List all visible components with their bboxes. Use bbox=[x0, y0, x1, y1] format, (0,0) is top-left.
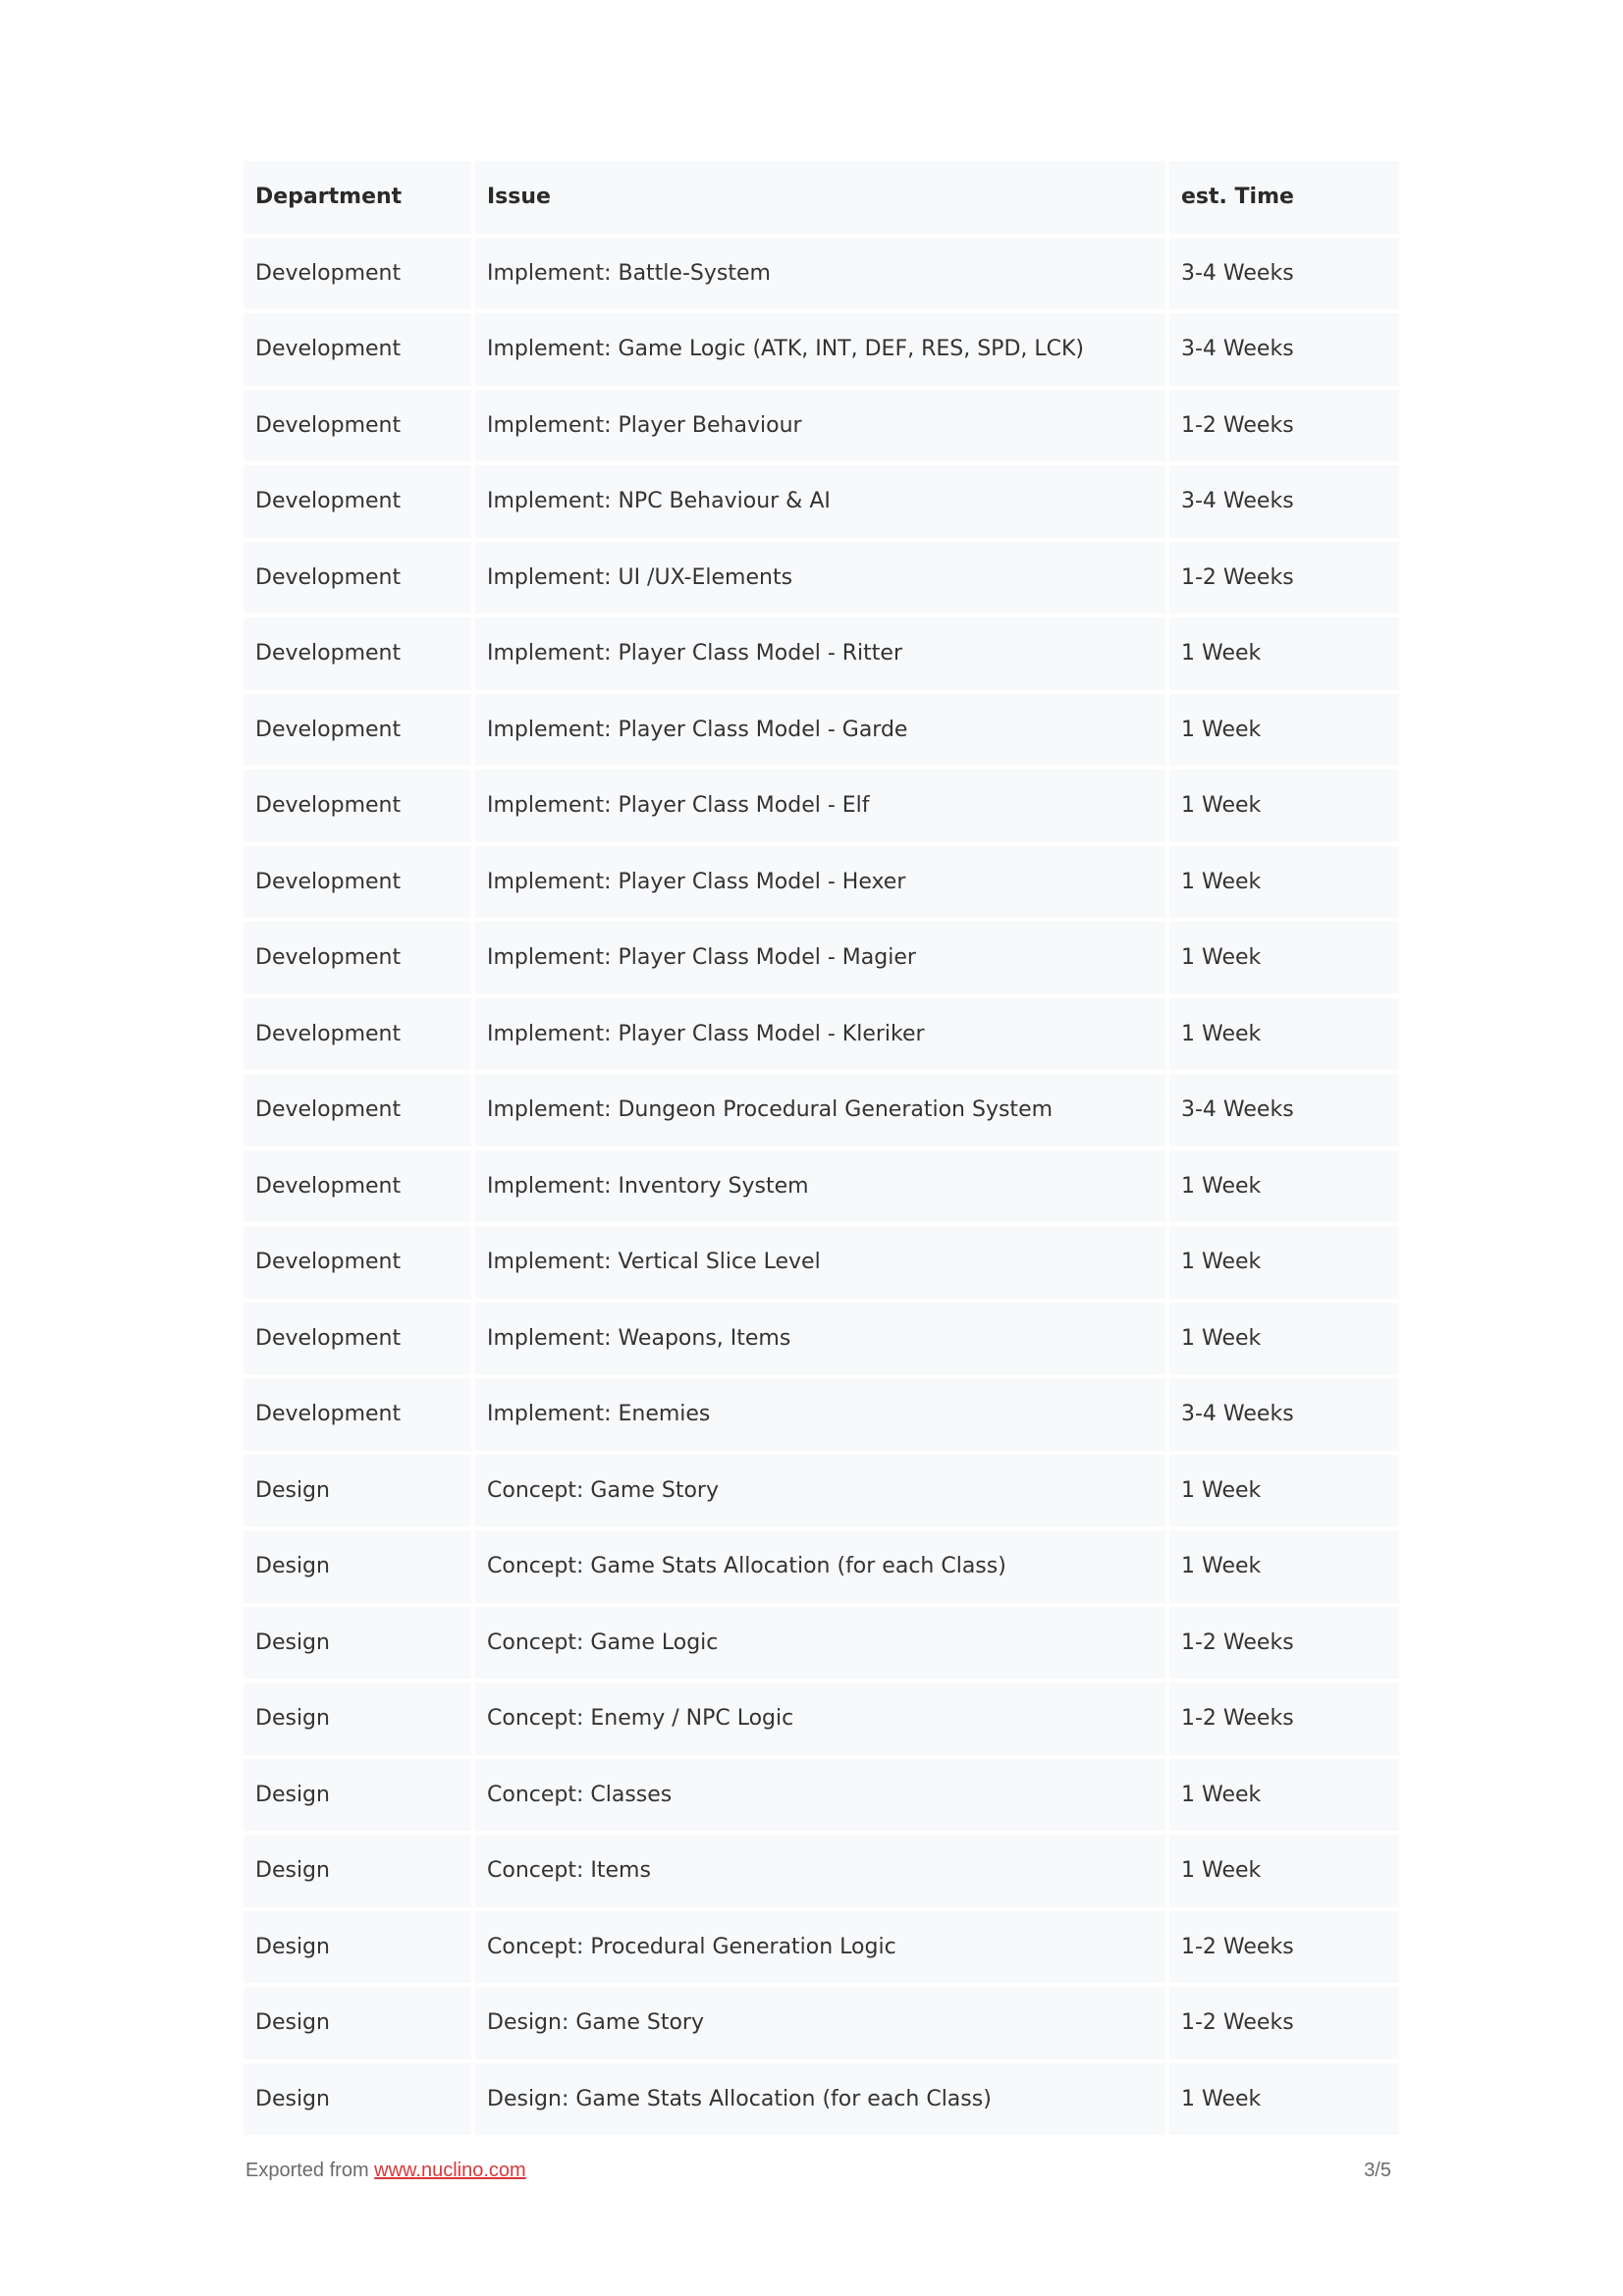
cell-department: Development bbox=[243, 465, 471, 538]
cell-issue: Implement: Player Class Model - Elf bbox=[475, 770, 1165, 842]
cell-est-time: 3-4 Weeks bbox=[1169, 465, 1399, 538]
page-number: 3/5 bbox=[1364, 2160, 1391, 2181]
cell-issue: Concept: Items bbox=[475, 1835, 1165, 1907]
cell-issue: Implement: Player Class Model - Ritter bbox=[475, 617, 1165, 690]
cell-est-time: 1 Week bbox=[1169, 1455, 1399, 1527]
cell-est-time: 1 Week bbox=[1169, 1835, 1399, 1907]
table-row bbox=[243, 238, 1399, 310]
cell-department: Development bbox=[243, 998, 471, 1071]
cell-issue: Implement: Dungeon Procedural Generation System bbox=[475, 1074, 1165, 1147]
cell-department: Development bbox=[243, 313, 471, 386]
table-header-row bbox=[243, 161, 1399, 234]
cell-department: Design bbox=[243, 1759, 471, 1832]
nuclino-link[interactable]: www.nuclino.com bbox=[374, 2160, 526, 2181]
table-row bbox=[243, 1150, 1399, 1223]
table-row bbox=[243, 1759, 1399, 1832]
cell-est-time: 1 Week bbox=[1169, 1530, 1399, 1603]
cell-est-time: 1 Week bbox=[1169, 922, 1399, 994]
table-row bbox=[243, 694, 1399, 767]
cell-issue: Implement: Vertical Slice Level bbox=[475, 1226, 1165, 1299]
header-department: Department bbox=[243, 161, 471, 234]
table-row bbox=[243, 542, 1399, 614]
cell-department: Development bbox=[243, 1378, 471, 1451]
cell-department: Development bbox=[243, 390, 471, 462]
table-row bbox=[243, 1607, 1399, 1680]
cell-issue: Implement: Player Class Model - Magier bbox=[475, 922, 1165, 994]
cell-est-time: 1 Week bbox=[1169, 2063, 1399, 2136]
cell-issue: Concept: Game Logic bbox=[475, 1607, 1165, 1680]
header-est-time: est. Time bbox=[1169, 161, 1399, 234]
cell-issue: Concept: Game Stats Allocation (for each Class) bbox=[475, 1530, 1165, 1603]
cell-department: Design bbox=[243, 1607, 471, 1680]
cell-department: Design bbox=[243, 1911, 471, 1984]
cell-department: Development bbox=[243, 1074, 471, 1147]
cell-department: Design bbox=[243, 1987, 471, 2059]
cell-est-time: 1-2 Weeks bbox=[1169, 542, 1399, 614]
table-row bbox=[243, 1455, 1399, 1527]
cell-department: Development bbox=[243, 694, 471, 767]
table-row bbox=[243, 1682, 1399, 1755]
cell-issue: Implement: Inventory System bbox=[475, 1150, 1165, 1223]
header-issue: Issue bbox=[475, 161, 1165, 234]
cell-department: Design bbox=[243, 1682, 471, 1755]
table-row bbox=[243, 465, 1399, 538]
cell-est-time: 1 Week bbox=[1169, 998, 1399, 1071]
cell-est-time: 1-2 Weeks bbox=[1169, 390, 1399, 462]
cell-est-time: 3-4 Weeks bbox=[1169, 238, 1399, 310]
table-row bbox=[243, 2063, 1399, 2136]
cell-est-time: 1 Week bbox=[1169, 846, 1399, 919]
table-row bbox=[243, 998, 1399, 1071]
table-row bbox=[243, 1987, 1399, 2059]
cell-department: Development bbox=[243, 1150, 471, 1223]
cell-issue: Concept: Game Story bbox=[475, 1455, 1165, 1527]
cell-est-time: 3-4 Weeks bbox=[1169, 1378, 1399, 1451]
cell-issue: Implement: NPC Behaviour & AI bbox=[475, 465, 1165, 538]
cell-est-time: 1-2 Weeks bbox=[1169, 1987, 1399, 2059]
cell-issue: Design: Game Stats Allocation (for each Class) bbox=[475, 2063, 1165, 2136]
cell-est-time: 1 Week bbox=[1169, 1226, 1399, 1299]
cell-issue: Concept: Procedural Generation Logic bbox=[475, 1911, 1165, 1984]
cell-issue: Design: Game Story bbox=[475, 1987, 1165, 2059]
table-row bbox=[243, 313, 1399, 386]
cell-department: Design bbox=[243, 2063, 471, 2136]
cell-department: Development bbox=[243, 1303, 471, 1375]
cell-issue: Implement: Player Class Model - Garde bbox=[475, 694, 1165, 767]
cell-department: Design bbox=[243, 1455, 471, 1527]
export-note bbox=[245, 2160, 526, 2182]
cell-est-time: 1-2 Weeks bbox=[1169, 1607, 1399, 1680]
cell-issue: Implement: Enemies bbox=[475, 1378, 1165, 1451]
cell-department: Development bbox=[243, 1226, 471, 1299]
export-label: Exported from bbox=[245, 2160, 375, 2181]
cell-est-time: 3-4 Weeks bbox=[1169, 1074, 1399, 1147]
cell-department: Development bbox=[243, 238, 471, 310]
table-body bbox=[243, 238, 1399, 2136]
cell-est-time: 1 Week bbox=[1169, 1150, 1399, 1223]
cell-est-time: 1-2 Weeks bbox=[1169, 1911, 1399, 1984]
table-row bbox=[243, 390, 1399, 462]
table-row bbox=[243, 617, 1399, 690]
cell-est-time: 1-2 Weeks bbox=[1169, 1682, 1399, 1755]
table-row bbox=[243, 1911, 1399, 1984]
table-row bbox=[243, 1530, 1399, 1603]
cell-issue: Implement: Battle-System bbox=[475, 238, 1165, 310]
table-row bbox=[243, 1835, 1399, 1907]
cell-department: Development bbox=[243, 617, 471, 690]
cell-est-time: 1 Week bbox=[1169, 1303, 1399, 1375]
cell-issue: Concept: Classes bbox=[475, 1759, 1165, 1832]
cell-department: Development bbox=[243, 542, 471, 614]
table-row bbox=[243, 846, 1399, 919]
cell-issue: Concept: Enemy / NPC Logic bbox=[475, 1682, 1165, 1755]
cell-issue: Implement: Player Class Model - Hexer bbox=[475, 846, 1165, 919]
cell-department: Development bbox=[243, 922, 471, 994]
table-row bbox=[243, 1378, 1399, 1451]
cell-issue: Implement: Game Logic (ATK, INT, DEF, RES, SPD, LCK) bbox=[475, 313, 1165, 386]
issues-table bbox=[240, 157, 1403, 2139]
cell-est-time: 1 Week bbox=[1169, 770, 1399, 842]
cell-est-time: 1 Week bbox=[1169, 1759, 1399, 1832]
cell-department: Design bbox=[243, 1530, 471, 1603]
cell-department: Development bbox=[243, 846, 471, 919]
table-row bbox=[243, 1226, 1399, 1299]
table-row bbox=[243, 1074, 1399, 1147]
cell-department: Development bbox=[243, 770, 471, 842]
cell-est-time: 1 Week bbox=[1169, 694, 1399, 767]
page-footer bbox=[245, 2160, 1391, 2189]
cell-issue: Implement: Weapons, Items bbox=[475, 1303, 1165, 1375]
cell-department: Design bbox=[243, 1835, 471, 1907]
table-row bbox=[243, 770, 1399, 842]
cell-est-time: 1 Week bbox=[1169, 617, 1399, 690]
cell-issue: Implement: Player Class Model - Kleriker bbox=[475, 998, 1165, 1071]
cell-est-time: 3-4 Weeks bbox=[1169, 313, 1399, 386]
cell-issue: Implement: Player Behaviour bbox=[475, 390, 1165, 462]
table-row bbox=[243, 922, 1399, 994]
table-row bbox=[243, 1303, 1399, 1375]
cell-issue: Implement: UI /UX-Elements bbox=[475, 542, 1165, 614]
